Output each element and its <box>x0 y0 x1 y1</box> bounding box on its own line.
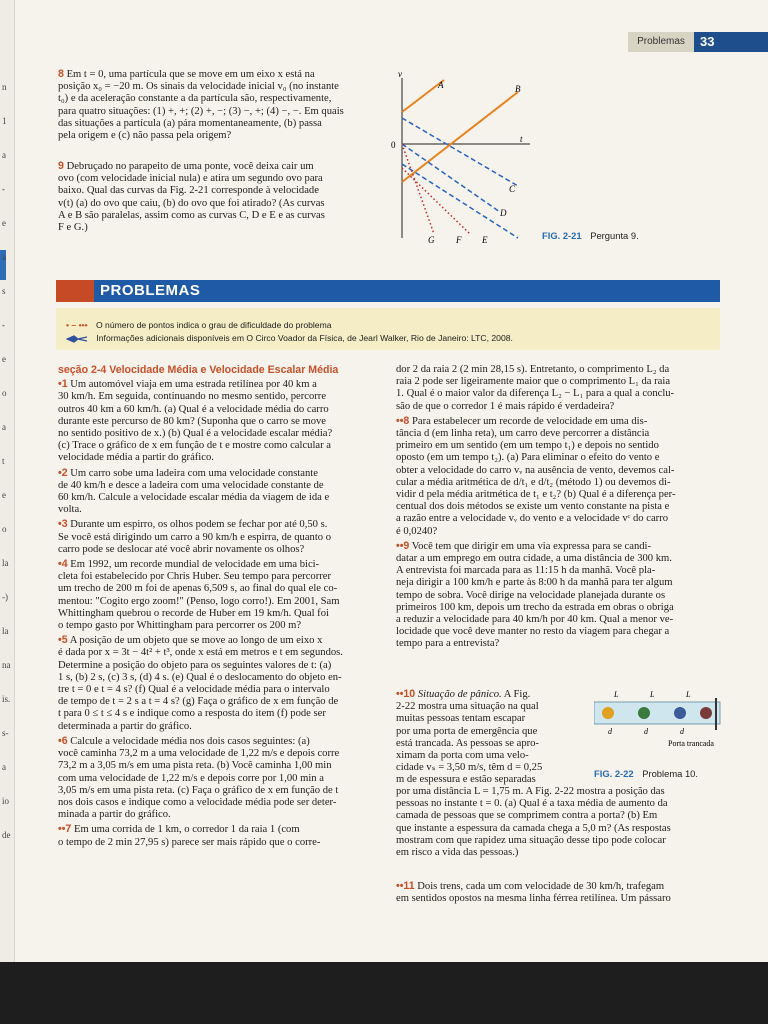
problem-item <box>396 540 722 651</box>
line-text: 73,2 m a 3,05 m/s em uma pista reta. (b) Você caminha 1,00 min <box>58 760 332 772</box>
text-line <box>58 721 384 733</box>
figure-2-21-label: FIG. 2-21 <box>542 230 582 241</box>
line-text: posição x₀ = −20 m. Os sinais da velocidade inicial v₀ (no instante <box>58 81 339 93</box>
line-text: a razão entre a velocidade vᵥ do vento e a velocidade vᶜ do carro <box>396 513 669 525</box>
strip-letter: o <box>2 524 7 534</box>
text-line <box>58 773 384 785</box>
figure-2-22-text: Problema 10. <box>642 768 698 779</box>
strip-letter: a <box>2 762 6 772</box>
strip-letter: n <box>2 82 7 92</box>
text-line <box>58 785 384 797</box>
text-line <box>58 504 384 516</box>
problem-number: •5 <box>58 634 68 647</box>
text-line <box>58 185 378 197</box>
strip-letter: a <box>2 150 6 160</box>
problem-item <box>396 415 722 538</box>
line-text: Você tem que dirigir em uma via expressa para se candi- <box>411 540 652 552</box>
text-line <box>396 489 722 501</box>
problem-11-lines <box>396 880 722 905</box>
adjacent-page-strip <box>0 0 15 962</box>
text-line <box>396 565 722 577</box>
problem-number: 9 <box>58 160 64 172</box>
person-3 <box>674 707 686 719</box>
problem-number: ••11 <box>396 880 415 892</box>
curve-b <box>402 92 518 182</box>
text-line <box>58 93 378 105</box>
thickness-label-1: d <box>608 727 612 736</box>
strip-letter: is. <box>2 694 11 704</box>
problem-11 <box>396 880 722 905</box>
line-text: camada de pessoas que se comprimem contra a porta? (b) Em <box>396 810 658 822</box>
text-line <box>58 735 384 748</box>
text-line <box>58 81 378 93</box>
curve-g-label: G <box>428 235 435 245</box>
line-text: em sentidos opostos na mesma linha férrea retilínea. Um pássaro <box>396 893 671 905</box>
line-text: Se você está dirigindo um carro a 90 km/h e espirra, de quanto o <box>58 531 332 543</box>
curve-a-label: A <box>438 80 444 90</box>
line-text: é dada por x = 3t − 4t² + t³, onde x está em metros e t em segundos. <box>58 647 343 659</box>
text-line <box>58 583 384 595</box>
problems-banner <box>56 280 720 302</box>
line-text: Um carro sobe uma ladeira com uma velocidade constante <box>70 467 318 479</box>
line-text: velocidade média a partir do gráfico. <box>58 452 214 464</box>
column-2-continuation <box>396 364 722 413</box>
strip-letter: a <box>2 422 6 432</box>
text-line <box>58 130 378 142</box>
line-text: F e G.) <box>58 222 88 234</box>
question-9 <box>58 160 378 234</box>
strip-letter: o <box>2 388 7 398</box>
text-line <box>58 672 384 684</box>
problem-10-narrow <box>396 688 572 787</box>
line-text: baixo. Qual das curvas da Fig. 2-21 corresponde à velocidade <box>58 185 319 197</box>
strip-letter: la <box>2 558 9 568</box>
text-line <box>396 798 722 810</box>
line-text: durante este percurso de 80 km? (Suponha que o carro se move <box>58 415 326 427</box>
text-line <box>58 647 384 659</box>
line-text: primeiros 100 km, depois um trecho da estrada em obras o obriga <box>396 601 674 613</box>
strip-letter: e <box>2 218 6 228</box>
text-line <box>396 501 722 513</box>
line-text: em risco a vida das pessoas.) <box>396 847 519 859</box>
line-text: neja dirigir a 100 km/h e parte às 8:00 h da manhã para ter algum <box>396 577 673 589</box>
text-line <box>58 532 384 544</box>
line-text: A posição de um objeto que se move ao longo de um eixo x <box>69 635 323 647</box>
strip-letter: de <box>2 830 11 840</box>
line-text: 1. Qual é o maior valor da diferença L₂ − L₁ para a qual a conclu- <box>396 388 675 400</box>
banner-title: PROBLEMAS <box>100 282 201 299</box>
text-line <box>58 660 384 672</box>
text-line <box>58 210 378 222</box>
line-text: com uma velocidade de 1,22 m/s e depois corre por 1,00 min a <box>58 772 324 784</box>
line-text: um trecho de 200 m foi de apenas 6,509 s, ao final do qual ele co- <box>58 583 338 595</box>
line-text: determinada a partir do gráfico. <box>58 720 192 732</box>
line-text: são de que o corredor 1 é mais rápido é verdadeira? <box>396 400 615 412</box>
problem-item <box>58 823 384 848</box>
line-text: por uma distância L = 1,75 m. A Fig. 2-22 mostra a posição das <box>396 786 665 797</box>
text-line <box>58 467 384 480</box>
line-text: o tempo de 2 min 27,95 s) parece ser mais rápido que o corre- <box>58 836 321 848</box>
line-text: A e B são paralelas, assim como as curvas C, D e E e as curvas <box>58 209 325 221</box>
text-line <box>396 823 722 835</box>
text-line <box>58 68 378 81</box>
line-text: Whittingham quebrou o recorde de Huber em 19 km/h. Qual foi <box>58 607 329 619</box>
line-text: 1 s, (b) 2 s, (c) 3 s, (d) 4 s. (e) Qual é o deslocamento do objeto en- <box>58 671 342 683</box>
flying-circus-icon <box>66 335 88 343</box>
text-line <box>396 762 572 774</box>
text-line <box>58 416 384 428</box>
person-1 <box>602 707 614 719</box>
line-text: t para 0 ≤ t ≤ 4 s e indique como a resposta do item (f) pode ser <box>58 708 326 720</box>
spacing-label-1: L <box>614 690 619 699</box>
text-line <box>396 452 722 464</box>
text-line <box>58 809 384 821</box>
line-text: ovo (com velocidade inicial nula) e atira um segundo ovo para <box>58 173 323 185</box>
figure-2-22 <box>594 688 722 760</box>
text-line <box>58 452 384 464</box>
text-line <box>396 465 722 477</box>
line-text: você caminha 73,2 m a uma velocidade de 1,22 m/s e depois corre <box>58 748 340 760</box>
text-line <box>58 596 384 608</box>
problem-10-wide <box>396 786 722 859</box>
curve-d-label: D <box>500 208 507 218</box>
line-text: volta. <box>58 504 82 516</box>
text-line <box>396 614 722 626</box>
text-line <box>396 401 722 413</box>
text-line <box>58 118 378 130</box>
strip-letter: - <box>2 184 5 194</box>
text-line <box>396 774 572 786</box>
text-line <box>58 518 384 531</box>
line-text: mostram com que rapidez uma situação desse tipo pode colocar <box>396 834 666 846</box>
problem-number: •2 <box>58 466 68 479</box>
text-line <box>396 577 722 589</box>
text-line <box>58 797 384 809</box>
text-line <box>58 684 384 696</box>
text-line <box>58 222 378 234</box>
strip-letter: e <box>2 354 6 364</box>
line-text: Determine a posição do objeto para os seguintes valores de t: (a) <box>58 659 332 671</box>
text-line <box>58 106 378 118</box>
curve-c-label: C <box>509 184 516 194</box>
line-text: de tempo de t = 2 s a t = 4 s? (g) Faça o gráfico de x em função de <box>58 696 339 708</box>
line-text: 2-22 mostra uma situação na qual <box>396 701 539 713</box>
text-line <box>396 688 572 701</box>
note-line-1-text: O número de pontos indica o grau de dificuldade do problema <box>95 320 332 330</box>
text-line <box>58 391 384 403</box>
line-text: tância d (em linha reta), um carro deve percorrer a distância <box>396 428 650 440</box>
text-line <box>58 440 384 452</box>
line-text: (c) Trace o gráfico de x em função de t e mostre como calcular a <box>58 440 331 452</box>
text-line <box>396 602 722 614</box>
text-line <box>396 376 722 388</box>
curve-g <box>402 144 434 234</box>
line-text: t₀) e da aceleração constante a da partícula são, respectivamente, <box>58 93 332 105</box>
line-text: oposto (em um tempo t₂). (a) Para eliminar o efeito do vento e <box>396 452 660 464</box>
text-line <box>58 173 378 185</box>
line-text: m de espessura e estão separadas <box>396 774 536 786</box>
text-line <box>58 634 384 647</box>
problem-number: •3 <box>58 518 68 531</box>
text-line <box>396 835 722 847</box>
line-text: locidade que você deve manter no resto da viagem para chegar a <box>396 626 670 638</box>
line-text: mentou: "Cogito ergo zoom!" (Penso, logo corro!). Em 2001, Sam <box>58 595 340 607</box>
column-1-problems <box>58 378 384 849</box>
section-heading: seção 2-4 Velocidade Média e Velocidade Escalar Média <box>58 364 339 376</box>
text-line <box>396 880 722 893</box>
line-text: tempo de sobra. Você dirige na velocidade planejada durante os <box>396 589 666 601</box>
line-text: no sentido positivo de x.) (b) Qual é a velocidade escalar média? <box>58 428 333 440</box>
strip-letter: e <box>2 490 6 500</box>
v-axis-label: v <box>398 69 402 79</box>
text-line <box>396 388 722 400</box>
line-text: v(t) (a) do ovo que caiu, (b) do ovo que foi atirado? (As curvas <box>58 197 325 209</box>
curve-e-label: E <box>482 235 488 245</box>
problem-item <box>58 558 384 632</box>
text-line <box>396 750 572 762</box>
curve-b-label: B <box>515 84 521 94</box>
problem-number: •4 <box>58 558 68 571</box>
problem-number: •1 <box>58 378 68 391</box>
text-line <box>58 480 384 492</box>
line-text: Um automóvel viaja em uma estrada retilínea por 40 km a <box>70 379 317 391</box>
scan-bottom-shadow <box>0 962 768 1024</box>
question-9-lines <box>58 160 378 234</box>
text-line <box>58 620 384 632</box>
line-text: é 0,0240? <box>396 525 438 537</box>
problems-column-2 <box>396 364 722 651</box>
problem-number: ••8 <box>396 414 410 427</box>
line-text: está trancada. As pessoas se apro- <box>396 737 539 749</box>
line-text: 60 km/h. Calcule a velocidade escalar média da viagem de ida e <box>58 492 330 504</box>
text-line <box>58 837 384 849</box>
figure-2-22-caption <box>594 768 698 779</box>
line-text: a reduzir a velocidade para 40 km/h por 40 km. Qual a menor ve- <box>396 614 674 626</box>
line-text: Para estabelecer um recorde de velocidade em uma dis- <box>411 415 648 427</box>
line-text: Debruçado no parapeito de uma ponte, você deixa cair um <box>66 161 314 172</box>
curve-d <box>402 144 500 212</box>
line-text: tempo para a entrevista? <box>396 638 500 650</box>
problem-item <box>58 518 384 556</box>
text-line <box>58 708 384 720</box>
text-line <box>396 477 722 489</box>
problems-column-1 <box>58 364 384 849</box>
line-text: primeiro em um sentido (em um tempo t₁) e depois no sentido <box>396 440 659 452</box>
strip-letter: a <box>2 252 6 262</box>
figure-2-22-label: FIG. 2-22 <box>594 768 634 779</box>
problem-number: •6 <box>58 734 68 747</box>
problem-number: 8 <box>58 68 64 80</box>
line-text: que instante a espessura da camada chega a 5,0 m? (As respostas <box>396 822 671 834</box>
header-section: Problemas <box>628 32 694 52</box>
line-text: raia 2 pode ser ligeiramente maior que o comprimento L₁ da raia <box>396 376 671 388</box>
strip-letters <box>2 70 12 852</box>
note-line-2 <box>66 333 513 343</box>
problem-10-narrow-lines <box>396 688 572 787</box>
line-text: o tempo gasto por Whittingham para percorrer os 200 m? <box>58 620 302 632</box>
strip-letter: t <box>2 456 5 466</box>
line-text: obter a velocidade do carro vᵥ na ausência de vento, devemos cal- <box>396 464 675 476</box>
text-line <box>396 540 722 553</box>
text-line <box>396 440 722 452</box>
line-text: tre t = 0 e t = 4 s? (f) Qual é a velocidade média para o intervalo <box>58 684 330 696</box>
problem-number: ••7 <box>58 823 72 836</box>
line-text: vidir d pela média aritmética de t₁ e t₂? (b) Qual é a diferença per- <box>396 489 676 501</box>
line-text: datar a um emprego em outra cidade, a uma distância de 300 km. <box>396 553 672 565</box>
difficulty-note <box>56 308 720 350</box>
line-text: cidade vₛ = 3,50 m/s, têm d = 0,25 <box>396 762 543 774</box>
text-line <box>58 823 384 836</box>
problem-item <box>58 634 384 733</box>
line-text: minada a partir do gráfico. <box>58 809 171 821</box>
figure-2-21-text: Pergunta 9. <box>590 230 639 241</box>
line-text: das situações a partícula (a) pára momentaneamente, (b) passa <box>58 117 322 129</box>
line-text: por uma porta de emergência que <box>396 725 538 737</box>
text-line <box>396 810 722 822</box>
text-line <box>58 696 384 708</box>
line-text: Dois trens, cada um com velocidade de 30 km/h, trafegam <box>417 881 665 892</box>
thickness-label-3: d <box>680 727 684 736</box>
strip-letter: la <box>2 626 9 636</box>
strip-letter: - <box>2 320 5 330</box>
line-text: centual dos dois métodos se existe um vento constante na pista e <box>396 501 670 513</box>
curve-c <box>402 118 518 186</box>
text-line <box>396 590 722 602</box>
text-line <box>396 364 722 376</box>
line-text: 30 km/h. Em seguida, continuando no mesmo sentido, percorre <box>58 391 327 403</box>
problem-item <box>58 378 384 464</box>
figure-2-21 <box>388 68 538 246</box>
spacing-label-3: L <box>686 690 691 699</box>
text-line <box>396 626 722 638</box>
text-line <box>396 847 722 859</box>
line-text: nos dois casos e indique como a velocidade média pode ser deter- <box>58 796 337 808</box>
text-line <box>58 608 384 620</box>
question-8 <box>58 68 378 142</box>
line-text: cular a média aritmética de d/t₁ e d/t₂ (método 1) ou devemos di- <box>396 476 671 488</box>
line-text: Em 1992, um recorde mundial de velocidade em uma bici- <box>70 559 320 571</box>
text-line <box>396 553 722 565</box>
problem-item <box>58 735 384 821</box>
line-text: para quatro situações: (1) +, +; (2) +, −; (3) −, +; (4) −, −. Em quais <box>58 105 344 117</box>
text-line <box>396 513 722 525</box>
line-text: pela origem e (c) não passa pela origem? <box>58 130 232 142</box>
problem-title: Situação de pânico. <box>417 689 502 700</box>
note-line-1 <box>66 320 332 330</box>
text-line <box>396 428 722 440</box>
person-2 <box>638 707 650 719</box>
line-text: Calcule a velocidade média nos dois casos seguintes: (a) <box>70 735 310 747</box>
line-text: cleta foi estabelecido por Chris Huber. Seu tempo para percorrer <box>58 571 331 583</box>
t-axis-label: t <box>520 134 523 144</box>
strip-letter: na <box>2 660 11 670</box>
line-text: 3,05 m/s em uma pista reta. (c) Faça o gráfico de x em função de t <box>58 784 339 796</box>
question-8-lines <box>58 68 378 142</box>
line-text: pessoas no instante t = 0. (a) Qual é a taxa média de aumento da <box>396 798 668 810</box>
line-text: A Fig. <box>503 689 531 700</box>
text-line <box>58 198 378 210</box>
text-line <box>396 738 572 750</box>
line-text: Em uma corrida de 1 km, o corredor 1 da raia 1 (com <box>73 824 300 836</box>
text-line <box>58 760 384 772</box>
problem-10-wide-lines <box>396 786 722 859</box>
thickness-label-2: d <box>644 727 648 736</box>
line-text: dor 2 da raia 2 (2 min 28,15 s). Entretanto, o comprimento L₂ da <box>396 364 670 375</box>
text-line <box>58 748 384 760</box>
line-text: Em t = 0, uma partícula que se move em um eixo x está na <box>66 69 315 80</box>
text-line <box>58 404 384 416</box>
origin-label: 0 <box>391 140 396 150</box>
text-line <box>58 428 384 440</box>
line-text: Durante um espirro, os olhos podem se fechar por até 0,50 s. <box>70 519 328 531</box>
problem-item <box>58 467 384 517</box>
problem-number: ••9 <box>396 539 410 552</box>
strip-letter: -) <box>2 592 8 602</box>
curve-f-label: F <box>456 235 462 245</box>
strip-letter: io <box>2 796 10 806</box>
column-2-problems <box>396 415 722 651</box>
banner-accent <box>56 280 94 302</box>
strip-letter: s <box>2 286 6 296</box>
note-line-2-text: Informações adicionais disponíveis em O Circo Voador da Física, de Jearl Walker, Rio de Janeiro: LTC, 2008. <box>96 333 513 343</box>
text-line <box>396 415 722 428</box>
text-line <box>396 786 722 798</box>
text-line <box>396 726 572 738</box>
page-header <box>628 32 768 52</box>
text-line <box>58 558 384 571</box>
door-label: Porta trancada <box>668 739 714 748</box>
person-4 <box>700 707 712 719</box>
figure-2-21-caption <box>542 230 639 241</box>
text-line <box>58 544 384 556</box>
text-line <box>396 893 722 905</box>
page-number: 33 <box>700 34 715 49</box>
text-line <box>396 526 722 538</box>
strip-letter: 1 <box>2 116 7 126</box>
problem-number: ••10 <box>396 688 416 700</box>
text-line <box>58 378 384 391</box>
line-text: carro pode se deslocar até você abrir novamente os olhos? <box>58 543 305 555</box>
text-line <box>396 713 572 725</box>
text-line <box>58 492 384 504</box>
difficulty-dots: • – ••• <box>66 320 88 330</box>
text-line <box>58 160 378 173</box>
line-text: muitas pessoas tentam escapar <box>396 713 526 725</box>
line-text: de 40 km/h e desce a ladeira com uma velocidade constante de <box>58 479 324 491</box>
text-line <box>396 701 572 713</box>
line-text: outros 40 km a 60 km/h. (a) Qual é a velocidade média do carro <box>58 403 329 415</box>
text-line <box>58 571 384 583</box>
text-line <box>396 638 722 650</box>
line-text: A entrevista foi marcada para as 11:15 h da manhã. Você pla- <box>396 565 656 577</box>
strip-letter: s- <box>2 728 9 738</box>
spacing-label-2: L <box>650 690 655 699</box>
line-text: ximam da porta com uma velo- <box>396 750 529 762</box>
